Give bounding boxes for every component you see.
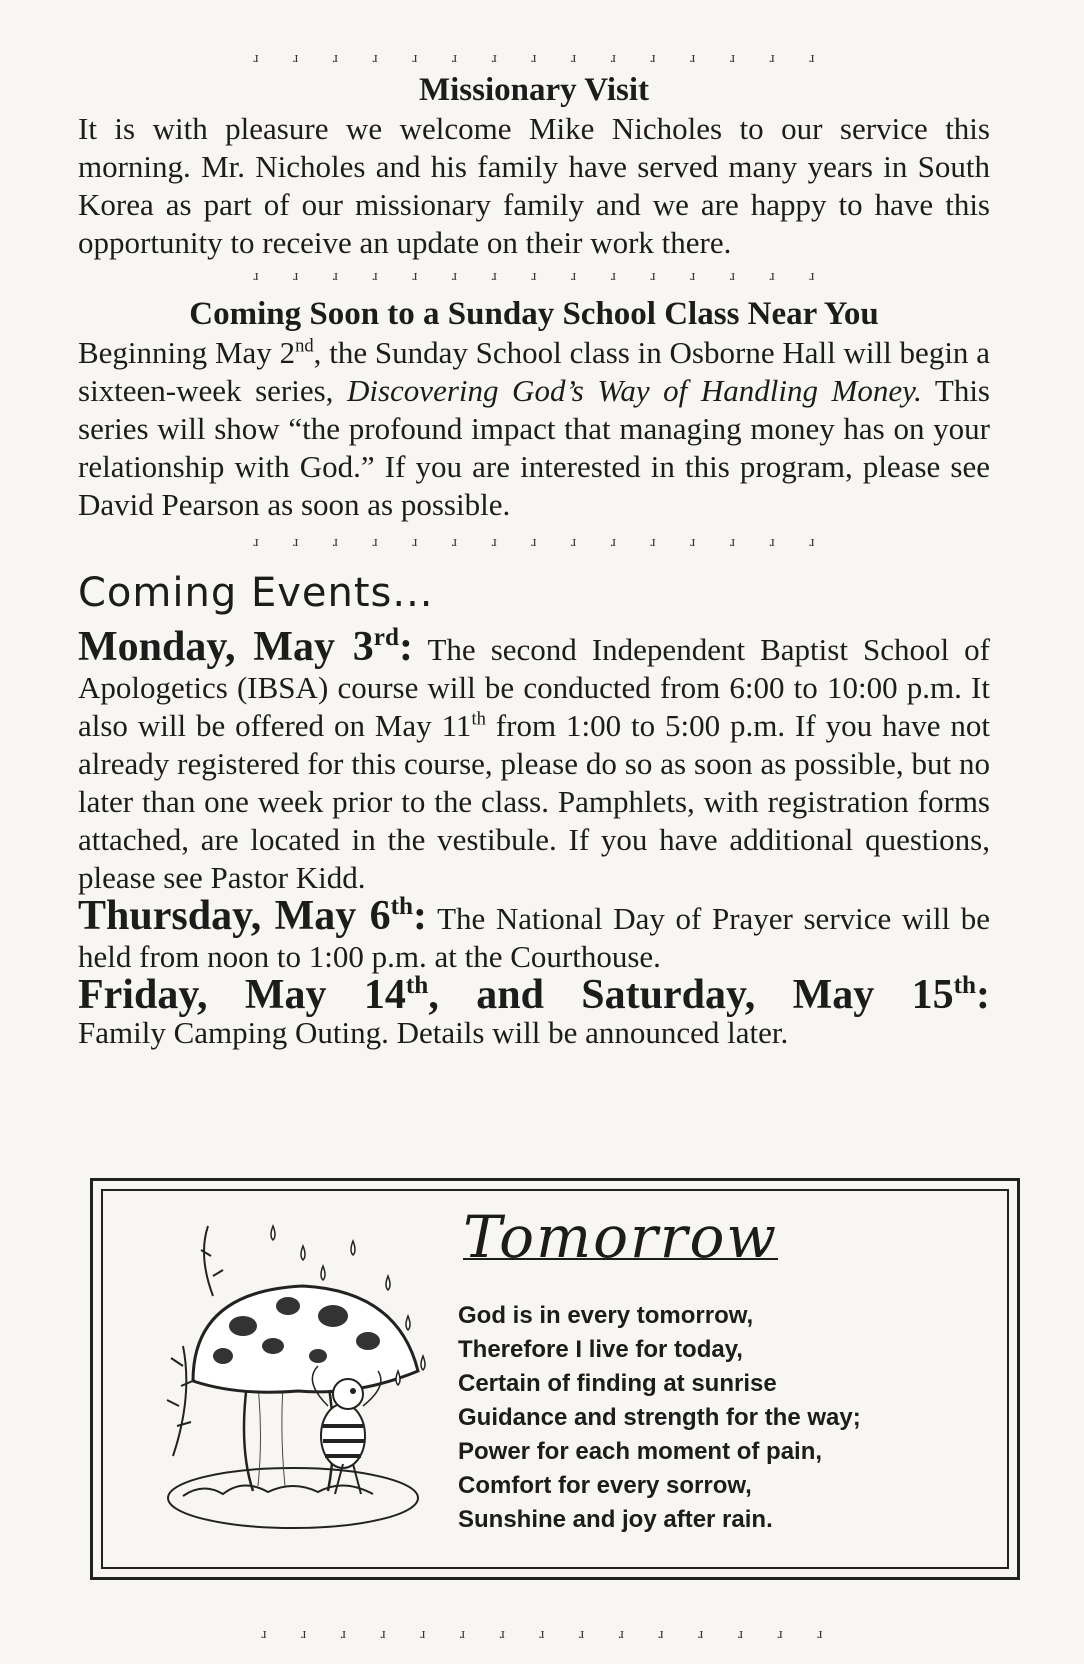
sunday-school-body: Beginning May 2nd, the Sunday School class in Osborne Hall will begin a sixteen-week series, Discovering God’s Way of Handling Money. This series will show “the profound impact that managing money has on your relationship with God.” If you are interested in this program, please see David Pearson as soon as possible.	[78, 335, 990, 522]
poem-line: God is in every tomorrow,	[458, 1302, 754, 1329]
poem-line: Comfort for every sorrow,	[458, 1472, 752, 1499]
divider: ɹ ɹ ɹ ɹ ɹ ɹ ɹ ɹ ɹ ɹ ɹ ɹ ɹ ɹ ɹ	[253, 534, 815, 550]
divider: ɹ ɹ ɹ ɹ ɹ ɹ ɹ ɹ ɹ ɹ ɹ ɹ ɹ ɹ ɹ	[261, 1626, 823, 1642]
poem-line: Certain of finding at sunrise	[458, 1370, 777, 1397]
bulletin-page	[78, 50, 990, 1052]
poem-lines	[458, 1299, 861, 1537]
event-thursday: Thursday, May 6th: The National Day of Prayer service will be held from noon to 1:00 p.m. at the Courthouse.	[78, 893, 990, 974]
missionary-body: It is with pleasure we welcome Mike Nicholes to our service this morning. Mr. Nicholes and his family have served many years in South Korea as part of our missionary family and we are happy to have this opportunity to receive an update on their work there.	[78, 111, 990, 260]
poem-title: Tomorrow	[463, 1203, 779, 1271]
events-title: Coming Events...	[78, 570, 434, 616]
mushroom-bee-illustration	[153, 1206, 443, 1546]
event-friday-saturday: Friday, May 14th, and Saturday, May 15th: Family Camping Outing. Details will be announced later.	[78, 972, 990, 1050]
poem-line: Power for each moment of pain,	[458, 1438, 823, 1465]
missionary-title: Missionary Visit	[418, 72, 650, 108]
poem-box	[90, 1178, 1020, 1580]
series-title: Discovering God’s Way of Handling Money.	[346, 373, 922, 408]
poem-line: Therefore I live for today,	[458, 1336, 743, 1363]
poem-line: Guidance and strength for the way;	[458, 1404, 861, 1431]
event-monday: Monday, May 3rd: The second Independent Baptist School of Apologetics (IBSA) course will be conducted from 6:00 to 10:00 p.m. It also will be offered on May 11th from 1:00 to 5:00 p.m. If you have not already registered for this course, please do so as soon as possible, but no later than one week prior to the class. Pamphlets, with registration forms attached, are located in the vestibule. If you have additional questions, please see Pastor Kidd.	[78, 624, 990, 895]
divider: ɹ ɹ ɹ ɹ ɹ ɹ ɹ ɹ ɹ ɹ ɹ ɹ ɹ ɹ ɹ	[253, 268, 815, 284]
sunday-school-title: Coming Soon to a Sunday School Class Near You	[189, 296, 879, 332]
poem-line: Sunshine and joy after rain.	[458, 1506, 773, 1533]
divider: ɹ ɹ ɹ ɹ ɹ ɹ ɹ ɹ ɹ ɹ ɹ ɹ ɹ ɹ ɹ	[253, 50, 815, 66]
bottom-divider-wrap	[0, 1626, 1084, 1646]
